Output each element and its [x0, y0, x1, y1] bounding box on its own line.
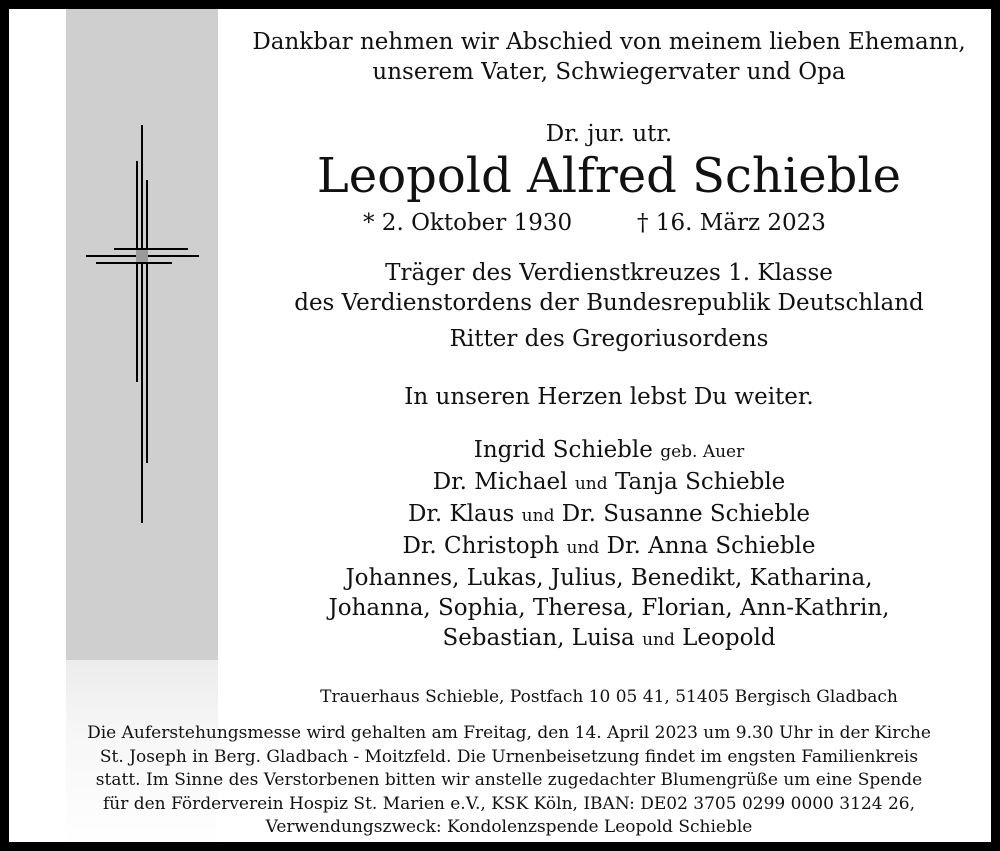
order-text: Ritter des Gregoriusordens	[449, 326, 769, 352]
grandchildren-names: Sebastian, Luisa	[442, 625, 635, 651]
wife-name: Ingrid Schieble	[473, 437, 653, 463]
couple-name-a: Dr. Christoph	[402, 533, 560, 559]
family-couple	[218, 499, 1000, 531]
family-list	[218, 435, 1000, 655]
couple-name-b: Dr. Anna Schieble	[606, 533, 816, 559]
couple-joiner: und	[521, 506, 555, 526]
service-info	[18, 722, 1000, 840]
service-line: Verwendungszweck: Kondolenzspende Leopold Schieble	[265, 817, 753, 837]
intro-line-2: unserem Vater, Schwiegervater und Opa	[372, 59, 846, 85]
mourning-house-address: Trauerhaus Schieble, Postfach 10 05 41, 51405 Bergisch Gladbach	[320, 687, 898, 707]
intro-line-1: Dankbar nehmen wir Abschied von meinem lieben Ehemann,	[252, 29, 966, 55]
service-line: statt. Im Sinne des Verstorbenen bitten wir anstelle zugedachter Blumengrüße um eine Spende	[95, 770, 923, 790]
deceased-name: Leopold Alfred Schieble	[316, 148, 902, 204]
award-line-2: des Verdienstordens der Bundesrepublik Deutschland	[294, 290, 924, 316]
grandchildren-line-3	[218, 623, 1000, 655]
couple-name-b: Dr. Susanne Schieble	[561, 501, 811, 527]
birth-date: * 2. Oktober 1930	[363, 210, 573, 236]
grandchildren-last-name: Leopold	[682, 625, 776, 651]
award-text	[218, 258, 1000, 318]
intro-text	[218, 27, 1000, 87]
life-dates	[218, 208, 1000, 238]
academic-title: Dr. jur. utr.	[545, 121, 673, 147]
couple-name-a: Dr. Klaus	[407, 501, 515, 527]
couple-joiner: und	[574, 474, 608, 494]
grandchildren-joiner: und	[642, 630, 675, 650]
family-couple	[218, 467, 1000, 499]
couple-name-b: Tanja Schieble	[614, 469, 786, 495]
award-line-1: Träger des Verdienstkreuzes 1. Klasse	[385, 260, 833, 286]
family-couple	[218, 531, 1000, 563]
grandchildren-line-2: Johanna, Sophia, Theresa, Florian, Ann-Kathrin,	[328, 595, 890, 621]
service-line: St. Joseph in Berg. Gladbach - Moitzfeld. Die Urnenbeisetzung findet im engsten Familienkreis	[99, 746, 919, 767]
couple-name-a: Dr. Michael	[432, 469, 568, 495]
grey-side-band	[66, 9, 218, 660]
service-line: für den Förderverein Hospiz St. Marien e.V., KSK Köln, IBAN: DE02 3705 0299 0000 3124 26,	[102, 793, 916, 814]
death-date: † 16. März 2023	[637, 210, 826, 236]
motto-text: In unseren Herzen lebst Du weiter.	[404, 384, 814, 410]
service-line: Die Auferstehungsmesse wird gehalten am Freitag, den 14. April 2023 um 9.30 Uhr in der Kirche	[87, 723, 931, 743]
wife-maiden-name: geb. Auer	[660, 442, 745, 462]
grandchildren-line-1: Johannes, Lukas, Julius, Benedikt, Katharina,	[345, 565, 873, 591]
cross-icon	[66, 9, 218, 660]
couple-joiner: und	[566, 538, 600, 558]
family-wife	[218, 435, 1000, 467]
